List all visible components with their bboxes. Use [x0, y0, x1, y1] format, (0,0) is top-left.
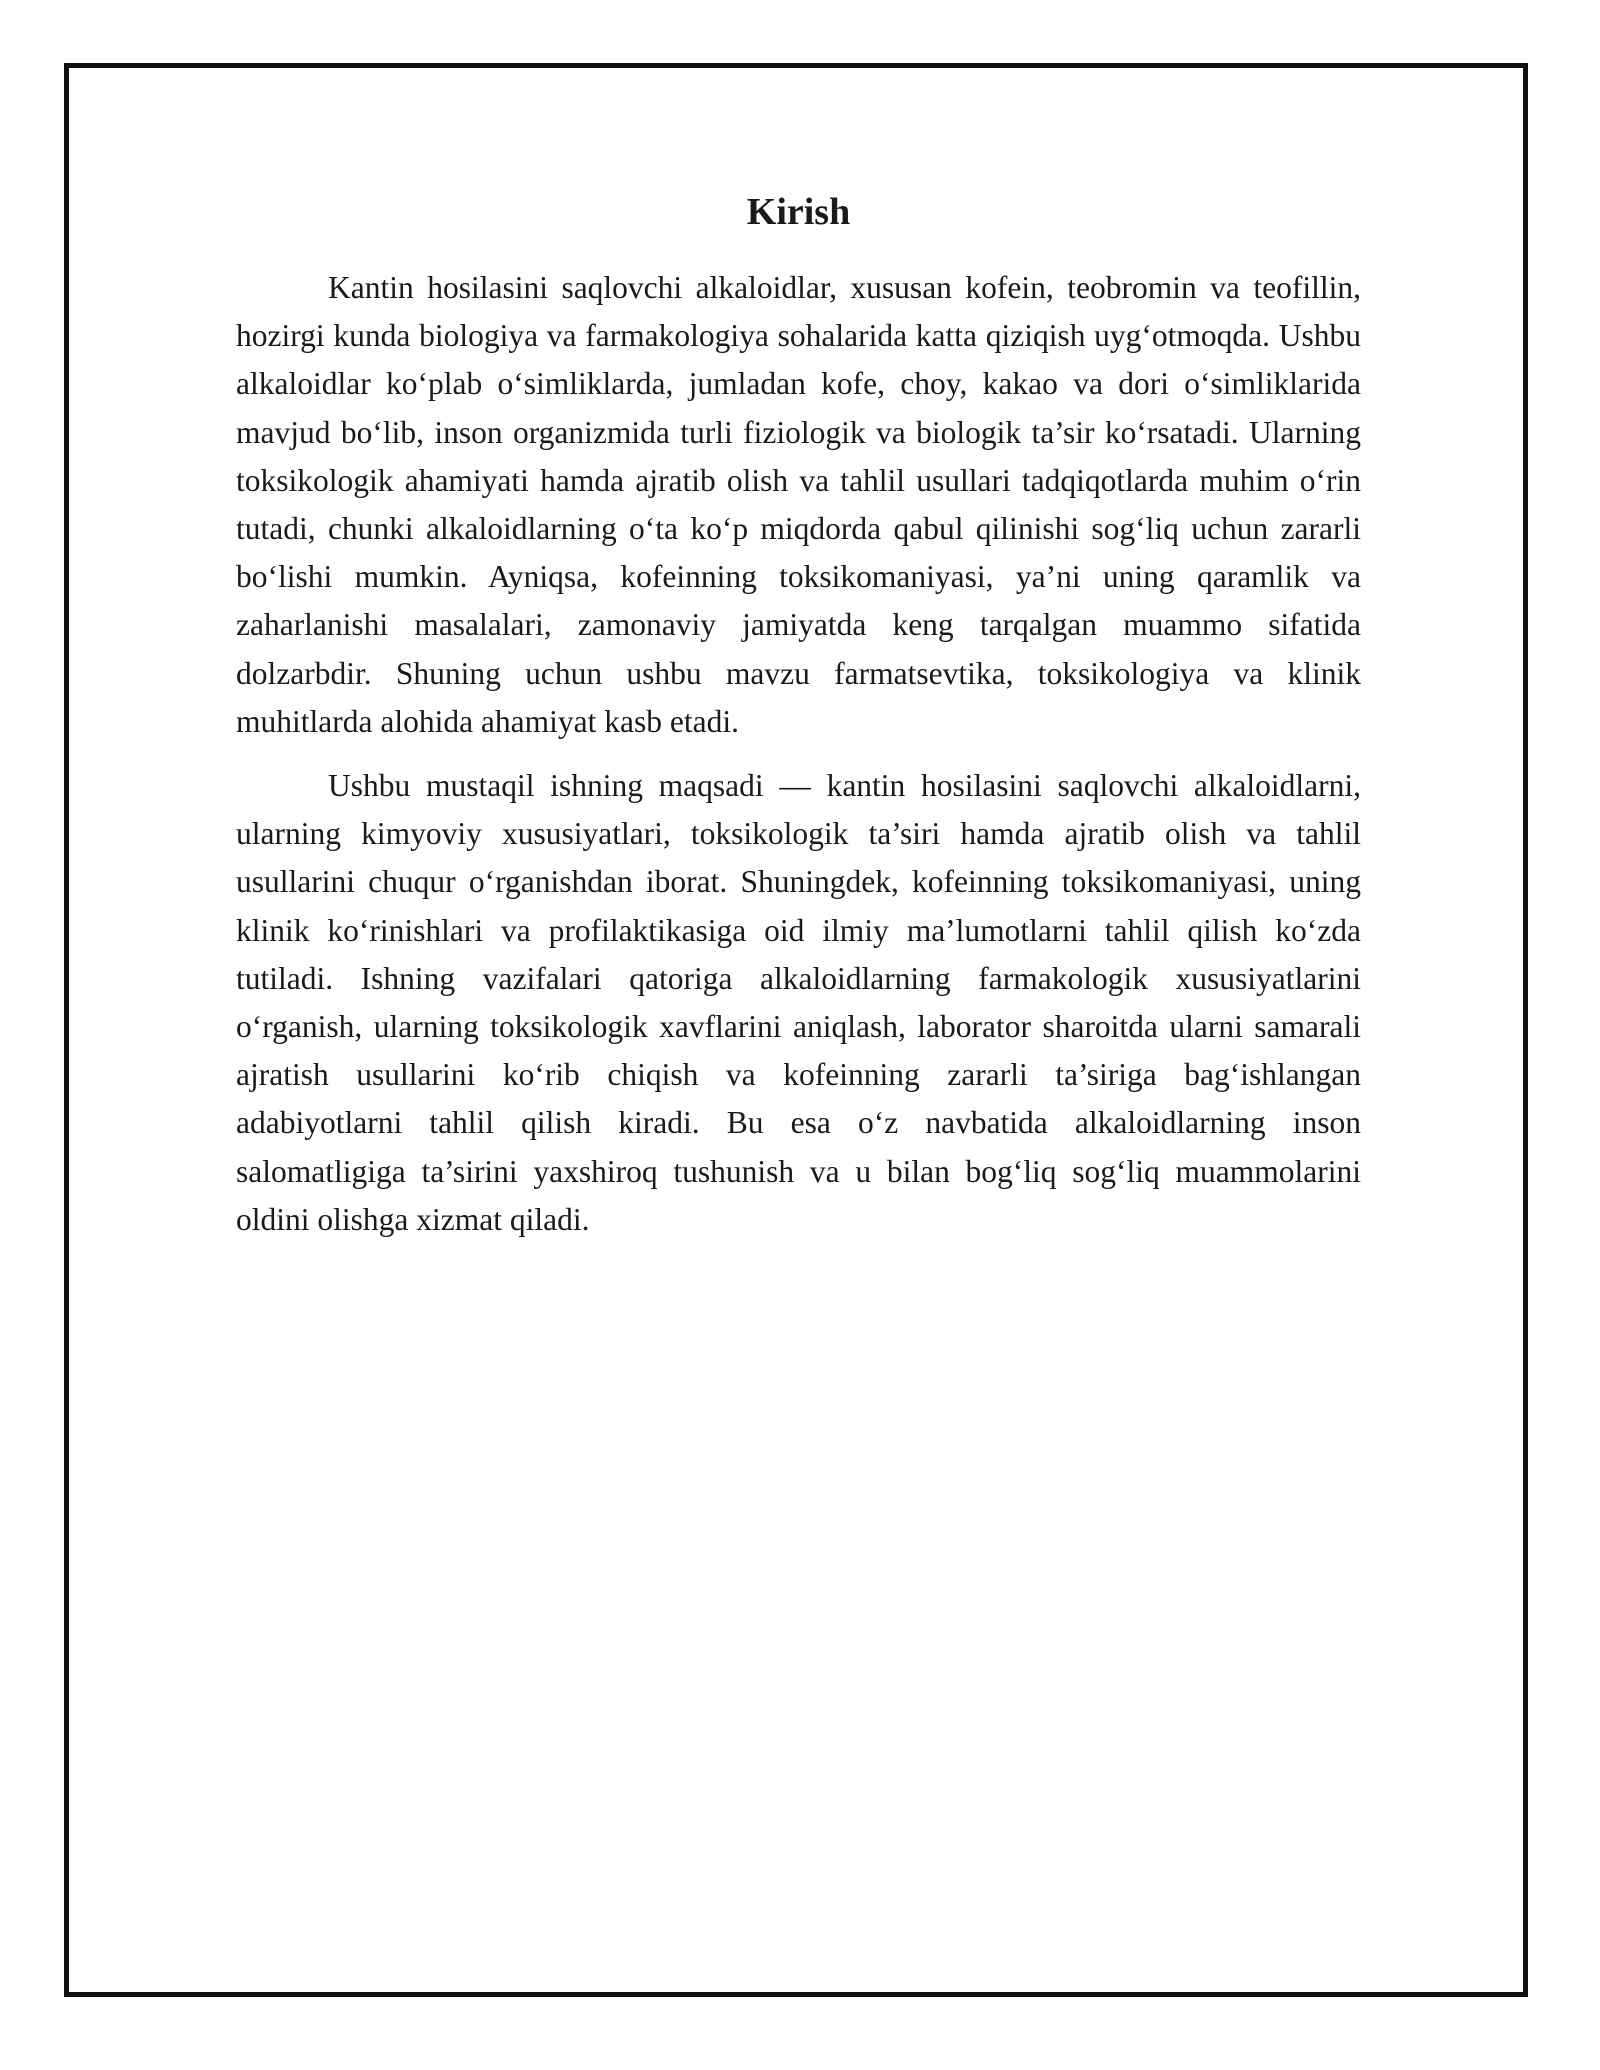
intro-paragraph-2: Ushbu mustaqil ishning maqsadi — kantin hosilasini saqlovchi alkaloidlarni, ularning kimyoviy xususiyatlari, toksikologik ta’siri hamda ajratib olish va tahlil usullarini chuqur o‘rganishdan iborat. Shuningdek, kofeinning toksikomaniyasi, uning klinik ko‘rinishlari va profilaktikasiga oid ilmiy ma’lumotlarni tahlil qilish ko‘zda tutiladi. Ishning vazifalari qatoriga alkaloidlarning farmakologik xususiyatlarini o‘rganish, ularning toksikologik xavflarini aniqlash, laborator sharoitda ularni samarali ajratish usullarini ko‘rib chiqish va kofeinning zararli ta’siriga bag‘ishlangan adabiyotlarni tahlil qilish kiradi. Bu esa o‘z navbatida alkaloidlarning inson salomatligiga ta’sirini yaxshiroq tushunish va u bilan bog‘liq sog‘liq muammolarini oldini olishga xizmat qiladi. [236, 768, 1361, 1237]
document-body [236, 186, 1361, 1260]
intro-paragraph-1: Kantin hosilasini saqlovchi alkaloidlar, xususan kofein, teobromin va teofillin, hozirgi kunda biologiya va farmakologiya sohalarida katta qiziqish uyg‘otmoqda. Ushbu alkaloidlar ko‘plab o‘simliklarda, jumladan kofe, choy, kakao va dori o‘simliklarida mavjud bo‘lib, inson organizmida turli fiziologik va biologik ta’sir ko‘rsatadi. Ularning toksikologik ahamiyati hamda ajratib olish va tahlil usullari tadqiqotlarda muhim o‘rin tutadi, chunki alkaloidlarning o‘ta ko‘p miqdorda qabul qilinishi sog‘liq uchun zararli bo‘lishi mumkin. Ayniqsa, kofeinning toksikomaniyasi, ya’ni uning qaramlik va zaharlanishi masalalari, zamonaviy jamiyatda keng tarqalgan muammo sifatida dolzarbdir. Shuning uchun ushbu mavzu farmatsevtika, toksikologiya va klinik muhitlarda alohida ahamiyat kasb etadi. [236, 270, 1361, 739]
document-title: Kirish [746, 191, 851, 233]
